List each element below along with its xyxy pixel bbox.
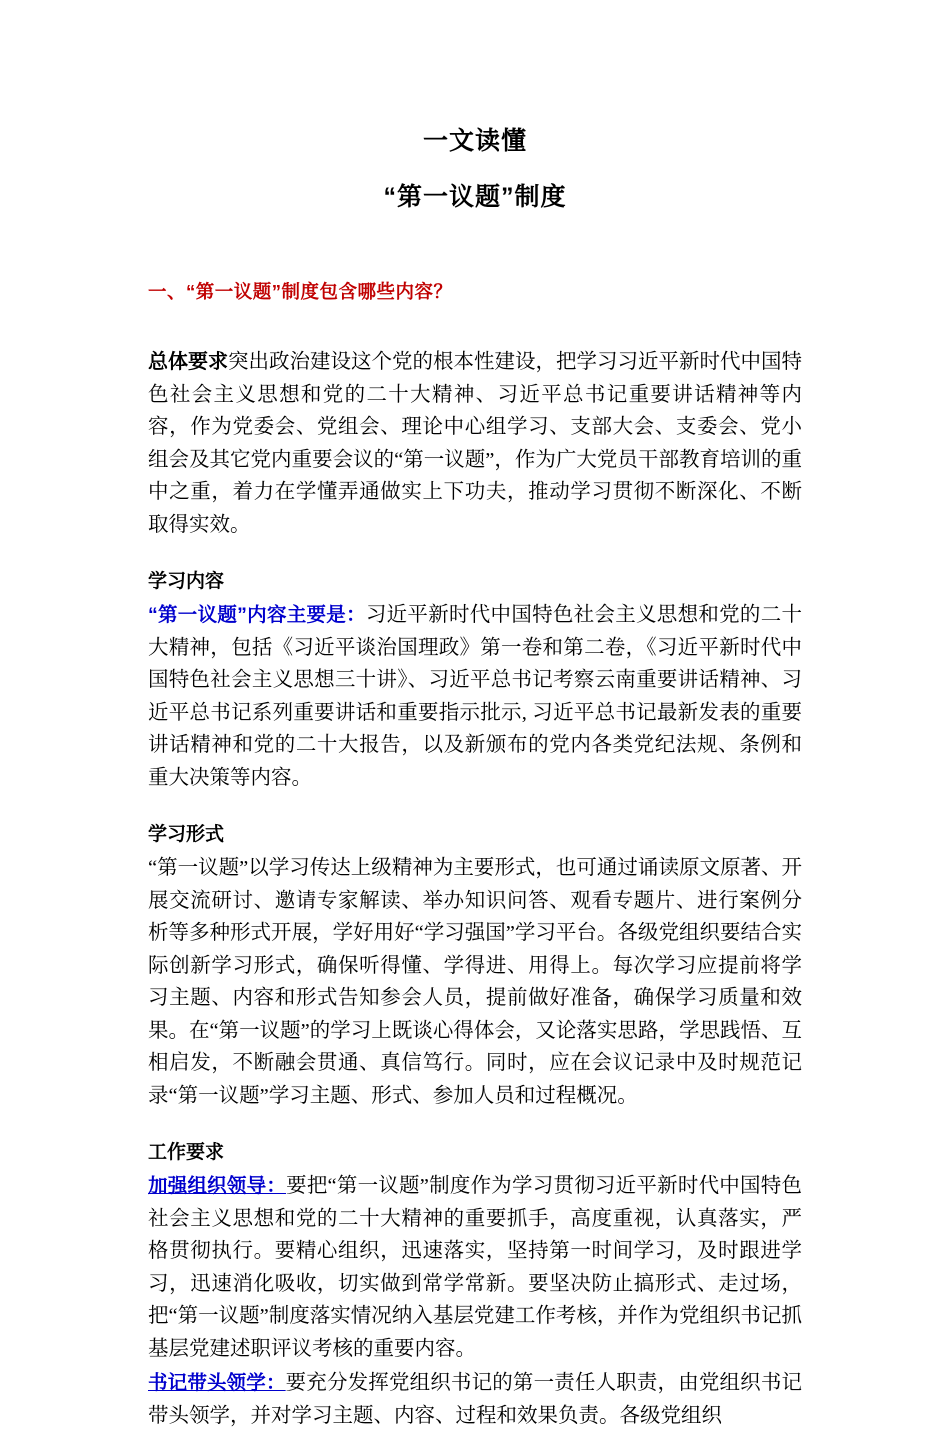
work-requirements-heading: 工作要求 — [148, 1142, 225, 1163]
work-requirements-item-1-text: 要把“第一议题”制度作为学习贯彻习近平新时代中国特色社会主义思想和党的二十大精神的重要抓手，高度重视，认真落实，严格贯彻执行。要精心组织，迅速落实，坚持第一时间学习，及时跟进学习，迅速消化吸收，切实做到常学常新。要坚决防止搞形式、走过场，把“第一议题”制度落实情况纳入基层党建工作考核，并作为党组织书记抓基层党建述职评议考核的重要内容。 — [148, 1175, 802, 1360]
overall-requirements-lead: 总体要求 — [148, 351, 228, 373]
title-line-2: “第一议题”制度 — [383, 183, 567, 211]
page-title — [148, 118, 802, 220]
section-heading-1: 一、“第一议题”制度包含哪些内容？ — [148, 281, 453, 302]
study-content-heading: 学习内容 — [148, 571, 225, 592]
overall-requirements-text: 突出政治建设这个党的根本性建设，把学习习近平新时代中国特色社会主义思想和党的二十大精神、习近平总书记重要讲话精神等内容，作为党委会、党组会、理论中心组学习、支部大会、支委会、党小组会及其它党内重要会议的“第一议题”，作为广大党员干部教育培训的重中之重，着力在学懂弄通做实上下功夫，推动学习贯彻不断深化、不断取得实效。 — [148, 351, 802, 536]
study-content-lead: “第一议题”内容主要是： — [148, 604, 366, 626]
study-content-paragraph — [148, 599, 802, 794]
overall-requirements-paragraph — [148, 346, 802, 541]
work-requirements-item-2 — [148, 1367, 802, 1432]
work-requirements-item-1 — [148, 1170, 802, 1365]
work-requirements-item-2-text: 要充分发挥党组织书记的第一责任人职责，由党组织书记带头领学，并对学习主题、内容、过程和效果负责。各级党组织 — [148, 1372, 802, 1427]
title-line-1: 一文读懂 — [422, 127, 527, 155]
work-requirements-item-2-lead: 书记带头领学： — [148, 1372, 286, 1394]
work-requirements-item-1-lead: 加强组织领导： — [148, 1175, 287, 1197]
study-content-text: 习近平新时代中国特色社会主义思想和党的二十大精神，包括《习近平谈治国理政》第一卷和第二卷，《习近平新时代中国特色社会主义思想三十讲》、习近平总书记考察云南重要讲话精神、习近平总书记系列重要讲话和重要指示批示, 习近平总书记最新发表的重要讲话精神和党的二十大报告，以及新颁布的党内各类党纪法规、条例和重大决策等内容。 — [148, 604, 802, 789]
study-form-heading: 学习形式 — [148, 824, 225, 845]
study-form-paragraph: “第一议题”以学习传达上级精神为主要形式，也可通过诵读原文原著、开展交流研讨、邀请专家解读、举办知识问答、观看专题片、进行案例分析等多种形式开展，学好用好“学习强国”学习平台。各级党组织要结合实际创新学习形式，确保听得懂、学得进、用得上。每次学习应提前将学习主题、内容和形式告知参会人员，提前做好准备，确保学习质量和效果。在“第一议题”的学习上既谈心得体会，又论落实思路，学思践悟、互相启发，不断融会贯通、真信笃行。同时，应在会议记录中及时规范记录“第一议题”学习主题、形式、参加人员和过程概况。 — [148, 857, 802, 1107]
